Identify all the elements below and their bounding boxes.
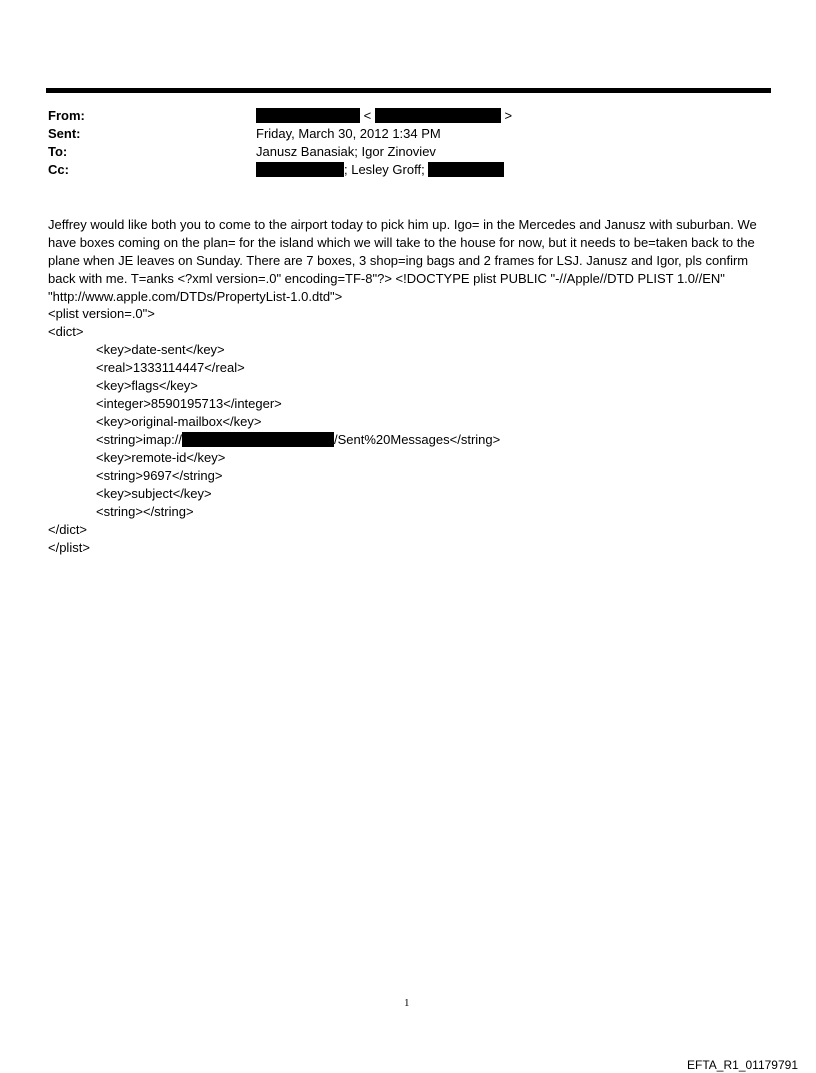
redaction-box [256,162,344,177]
dict-open: <dict> [48,324,84,339]
page-number: 1 [404,997,410,1009]
string-empty: <string></string> [96,504,194,519]
bates-number: EFTA_R1_01179791 [687,1058,798,1072]
real-value: <real>1333114447</real> [96,360,245,375]
sent-label: Sent: [48,126,81,141]
to-label: To: [48,144,68,159]
key-subject: <key>subject</key> [96,486,212,501]
redaction-box [428,162,504,177]
string-imap [96,432,500,447]
from-label: From: [48,108,85,123]
sent-value: Friday, March 30, 2012 1:34 PM [256,126,441,141]
imap-suffix: /Sent%20Messages</string> [334,432,501,447]
key-remote-id: <key>remote-id</key> [96,450,226,465]
key-original-mailbox: <key>original-mailbox</key> [96,414,262,429]
cc-label: Cc: [48,162,69,177]
from-value [256,108,512,123]
string-remote-id: <string>9697</string> [96,468,223,483]
to-value: Janusz Banasiak; Igor Zinoviev [256,144,436,159]
redaction-box [182,432,334,447]
redaction-box [256,108,360,123]
cc-middle: ; Lesley Groff; [344,162,425,177]
message-paragraph: Jeffrey would like both you to come to the airport today to pick him up. Igo= in the Mercedes and Janusz with suburban. We have boxes coming on the plan= for the island which we will take to the house for now, but it needs to be=taken back to the plane when JE leaves on Sunday. There are 7 boxes, 3 shop=ing bags and 2 frames for LSJ. Janusz and Igor, pls confirm back with me. T=anks <?xml version=.0" encoding=TF-8"?> <!DOCTYPE plist PUBLIC "-//Apple//DTD PLIST 1.0//EN" "http://www.apple.com/DTDs/PropertyList-1.0.dtd"> [48,217,757,304]
plist-open: <plist version=.0"> [48,306,155,321]
message-body [48,216,778,306]
dict-close: </dict> [48,522,88,537]
plist-close: </plist> [48,540,90,555]
integer-value: <integer>8590195713</integer> [96,396,282,411]
from-gt: > [504,108,513,123]
header-rule [46,88,771,93]
cc-value [256,162,504,177]
redaction-box [375,108,501,123]
imap-prefix: <string>imap:// [96,432,182,447]
key-flags: <key>flags</key> [96,378,198,393]
key-date-sent: <key>date-sent</key> [96,342,225,357]
from-lt: < [363,108,372,123]
